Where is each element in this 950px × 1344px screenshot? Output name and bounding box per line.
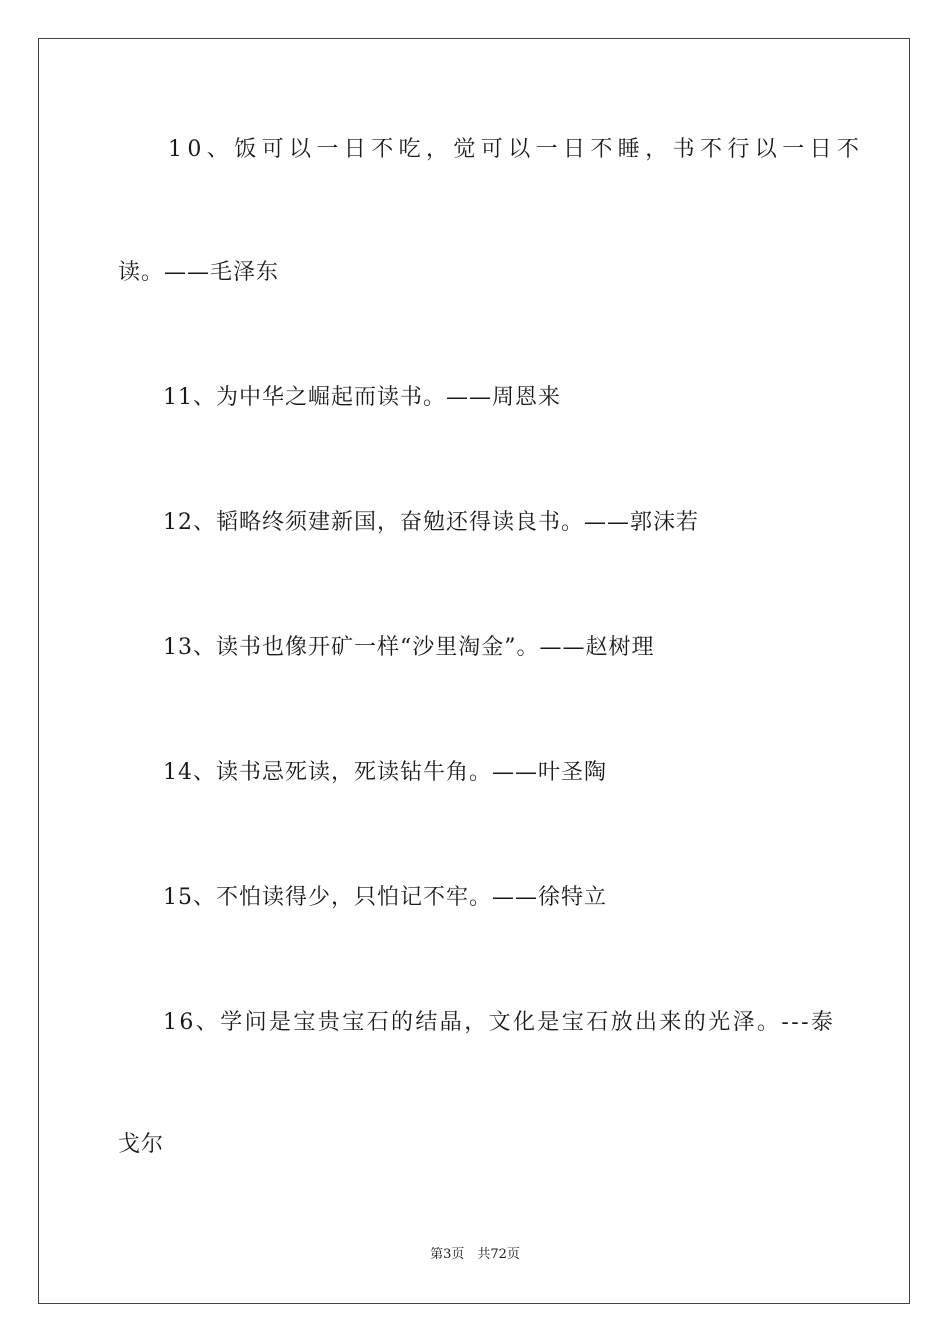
quote-16-line-1: 16、学问是宝贵宝石的结晶，文化是宝石放出来的光泽。---泰 — [163, 1010, 836, 1035]
quote-11: 11、为中华之崛起而读书。——周恩来 — [163, 385, 561, 410]
page-number-footer: 第3页 共72页 — [430, 1247, 520, 1262]
quote-14: 14、读书忌死读，死读钻牛角。——叶圣陶 — [163, 760, 607, 785]
quote-16-line-2: 戈尔 — [118, 1132, 165, 1157]
quote-12: 12、韬略终须建新国，奋勉还得读良书。——郭沫若 — [163, 510, 699, 535]
quote-10-line-1: 10、饭可以一日不吃，觉可以一日不睡，书不行以一日不 — [168, 137, 865, 162]
page-border — [38, 38, 910, 1304]
quote-15: 15、不怕读得少，只怕记不牢。——徐特立 — [163, 885, 607, 910]
quote-13: 13、读书也像开矿一样“沙里淘金”。——赵树理 — [163, 635, 655, 660]
quote-10-line-2: 读。——毛泽东 — [118, 260, 280, 285]
